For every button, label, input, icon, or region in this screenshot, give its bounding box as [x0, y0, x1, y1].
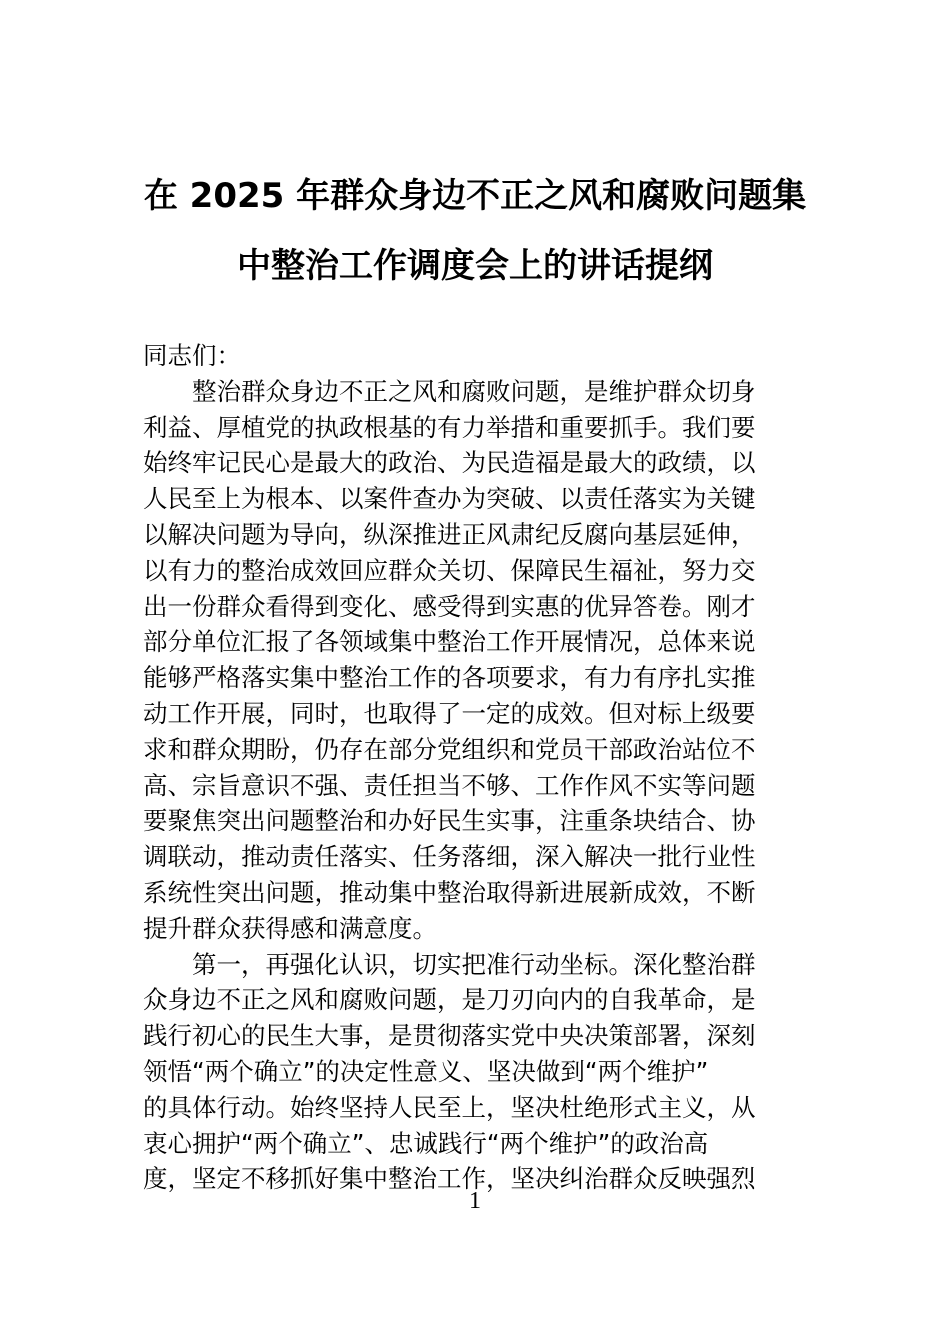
body-text [143, 338, 808, 1197]
paragraph-line: 领悟“两个确立”的决定性意义、坚决做到“两个维护” [143, 1056, 709, 1086]
paragraph-line: 提升群众获得感和满意度。 [143, 913, 437, 943]
title-line-1: 在 2025 年群众身边不正之风和腐败问题集 [143, 176, 807, 216]
paragraph-line: 的具体行动。始终坚持人民至上，坚决杜绝形式主义，从 [143, 1092, 756, 1122]
paragraph-line: 人民至上为根本、以案件查办为突破、以责任落实为关键 [143, 484, 756, 514]
paragraph-line: 系统性突出问题，推动集中整治取得新进展新成效，不断 [143, 877, 756, 907]
paragraph-line: 部分单位汇报了各领域集中整治工作开展情况，总体来说 [143, 627, 756, 657]
paragraph-line: 出一份群众看得到变化、感受得到实惠的优异答卷。刚才 [143, 591, 756, 621]
paragraph-line: 要聚焦突出问题整治和办好民生实事，注重条块结合、协 [143, 806, 756, 836]
paragraph-line: 以有力的整治成效回应群众关切、保障民生福祉，努力交 [143, 555, 756, 585]
paragraph-line: 度，坚定不移抓好集中整治工作，坚决纠治群众反映强烈 [143, 1164, 756, 1194]
page-number: 1 [469, 1188, 481, 1214]
paragraph-line: 始终牢记民心是最大的政治、为民造福是最大的政绩，以 [143, 448, 756, 478]
paragraph-line: 践行初心的民生大事，是贯彻落实党中央决策部署，深刻 [143, 1021, 756, 1051]
paragraph-line: 众身边不正之风和腐败问题，是刀刃向内的自我革命，是 [143, 985, 756, 1015]
paragraph-line: 调联动，推动责任落实、任务落细，深入解决一批行业性 [143, 842, 756, 872]
title-line-2: 中整治工作调度会上的讲话提纲 [237, 246, 713, 286]
paragraph-line: 能够严格落实集中整治工作的各项要求，有力有序扎实推 [143, 663, 756, 693]
paragraph-line: 整治群众身边不正之风和腐败问题，是维护群众切身 [192, 376, 756, 406]
paragraph-line: 衷心拥护“两个确立”、忠诚践行“两个维护”的政治高 [143, 1128, 709, 1158]
paragraph-line: 动工作开展，同时，也取得了一定的成效。但对标上级要 [143, 698, 756, 728]
paragraph-line: 高、宗旨意识不强、责任担当不够、工作作风不实等问题 [143, 770, 756, 800]
paragraph-line: 以解决问题为导向，纵深推进正风肃纪反腐向基层延伸， [143, 519, 756, 549]
paragraph-line: 求和群众期盼，仍存在部分党组织和党员干部政治站位不 [143, 734, 756, 764]
salutation: 同志们： [143, 341, 241, 370]
paragraph-line: 利益、厚植党的执政根基的有力举措和重要抓手。我们要 [143, 412, 756, 442]
paragraph-line: 第一，再强化认识，切实把准行动坐标。深化整治群 [192, 949, 756, 979]
